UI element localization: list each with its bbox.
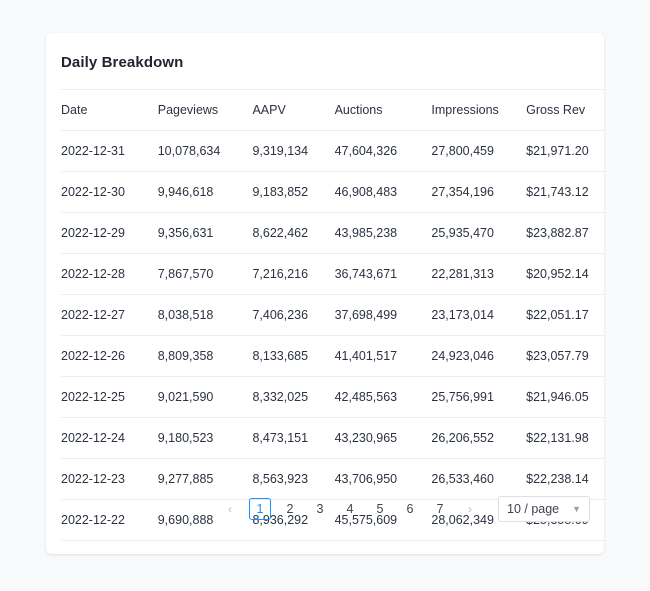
table-row [61, 254, 604, 295]
cell-aapv: 8,473,151 [250, 418, 332, 459]
table-row [61, 172, 604, 213]
cell-auctions: 46,908,483 [333, 172, 430, 213]
cell-gross-rev: $22,238.14 [524, 459, 604, 500]
cell-pageviews: 10,078,634 [156, 131, 251, 172]
cell-pageviews: 8,809,358 [156, 336, 251, 377]
cell-date: 2022-12-29 [61, 213, 156, 254]
cell-auctions: 36,743,671 [333, 254, 430, 295]
table-row [61, 295, 604, 336]
page-size-select[interactable] [498, 496, 590, 522]
cell-gross-rev: $21,743.12 [524, 172, 604, 213]
cell-gross-rev: $23,057.79 [524, 336, 604, 377]
column-header-auctions[interactable]: Auctions [333, 90, 430, 131]
chevron-down-icon: ▼ [572, 503, 581, 514]
page-button-4[interactable]: 4 [346, 502, 354, 516]
cell-auctions: 37,698,499 [333, 295, 430, 336]
table-row [61, 418, 604, 459]
cell-pageviews: 9,690,888 [156, 500, 251, 541]
cell-gross-rev: $21,971.20 [524, 131, 604, 172]
cell-date: 2022-12-23 [61, 459, 156, 500]
page-button-3[interactable]: 3 [316, 502, 324, 516]
cell-date: 2022-12-26 [61, 336, 156, 377]
cell-impressions: 27,800,459 [429, 131, 524, 172]
cell-impressions: 27,354,196 [429, 172, 524, 213]
page-button-5[interactable]: 5 [376, 502, 384, 516]
data-table-container [46, 89, 604, 541]
cell-auctions: 42,485,563 [333, 377, 430, 418]
table-row [61, 213, 604, 254]
cell-impressions: 23,173,014 [429, 295, 524, 336]
cell-date: 2022-12-22 [61, 500, 156, 541]
column-header-gross-rev[interactable]: Gross Rev [524, 90, 604, 131]
cell-date: 2022-12-31 [61, 131, 156, 172]
column-header-impressions[interactable]: Impressions [429, 90, 524, 131]
cell-pageviews: 9,946,618 [156, 172, 251, 213]
page-button-7[interactable]: 7 [436, 502, 444, 516]
cell-auctions: 43,706,950 [333, 459, 430, 500]
page-button-2[interactable]: 2 [286, 502, 294, 516]
cell-auctions: 41,401,517 [333, 336, 430, 377]
cell-auctions: 43,985,238 [333, 213, 430, 254]
cell-aapv: 7,216,216 [250, 254, 332, 295]
cell-gross-rev: $23,882.87 [524, 213, 604, 254]
cell-impressions: 26,533,460 [429, 459, 524, 500]
page-button-1[interactable]: 1 [249, 498, 271, 520]
chevron-right-icon[interactable]: › [468, 502, 472, 516]
daily-breakdown-table [61, 89, 604, 541]
table-row [61, 377, 604, 418]
table-header [61, 90, 604, 131]
cell-gross-rev: $21,946.05 [524, 377, 604, 418]
cell-gross-rev: $22,051.17 [524, 295, 604, 336]
cell-auctions: 47,604,326 [333, 131, 430, 172]
cell-date: 2022-12-28 [61, 254, 156, 295]
cell-pageviews: 9,021,590 [156, 377, 251, 418]
cell-impressions: 25,756,991 [429, 377, 524, 418]
cell-impressions: 22,281,313 [429, 254, 524, 295]
cell-aapv: 8,936,292 [250, 500, 332, 541]
chevron-left-icon[interactable]: ‹ [228, 502, 232, 516]
cell-impressions: 28,062,349 [429, 500, 524, 541]
cell-auctions: 45,575,609 [333, 500, 430, 541]
page-size-label: 10 / page [507, 502, 560, 516]
cell-aapv: 8,332,025 [250, 377, 332, 418]
cell-date: 2022-12-25 [61, 377, 156, 418]
cell-pageviews: 7,867,570 [156, 254, 251, 295]
table-header-row [61, 90, 604, 131]
column-header-aapv[interactable]: AAPV [250, 90, 332, 131]
cell-impressions: 24,923,046 [429, 336, 524, 377]
cell-aapv: 7,406,236 [250, 295, 332, 336]
daily-breakdown-card [46, 33, 604, 554]
page-title: Daily Breakdown [61, 54, 184, 71]
pagination [215, 496, 590, 522]
cell-aapv: 9,183,852 [250, 172, 332, 213]
cell-date: 2022-12-27 [61, 295, 156, 336]
cell-date: 2022-12-24 [61, 418, 156, 459]
page-button-6[interactable]: 6 [406, 502, 414, 516]
cell-impressions: 26,206,552 [429, 418, 524, 459]
table-row [61, 336, 604, 377]
cell-pageviews: 9,356,631 [156, 213, 251, 254]
table-row [61, 459, 604, 500]
column-header-pageviews[interactable]: Pageviews [156, 90, 251, 131]
cell-gross-rev: $22,131.98 [524, 418, 604, 459]
cell-impressions: 25,935,470 [429, 213, 524, 254]
cell-pageviews: 9,180,523 [156, 418, 251, 459]
cell-aapv: 8,563,923 [250, 459, 332, 500]
cell-aapv: 8,622,462 [250, 213, 332, 254]
table-body [61, 131, 604, 541]
column-header-date[interactable]: Date [61, 90, 156, 131]
cell-pageviews: 8,038,518 [156, 295, 251, 336]
table-row [61, 131, 604, 172]
cell-aapv: 8,133,685 [250, 336, 332, 377]
cell-gross-rev: $20,952.14 [524, 254, 604, 295]
cell-pageviews: 9,277,885 [156, 459, 251, 500]
cell-aapv: 9,319,134 [250, 131, 332, 172]
cell-date: 2022-12-30 [61, 172, 156, 213]
cell-auctions: 43,230,965 [333, 418, 430, 459]
